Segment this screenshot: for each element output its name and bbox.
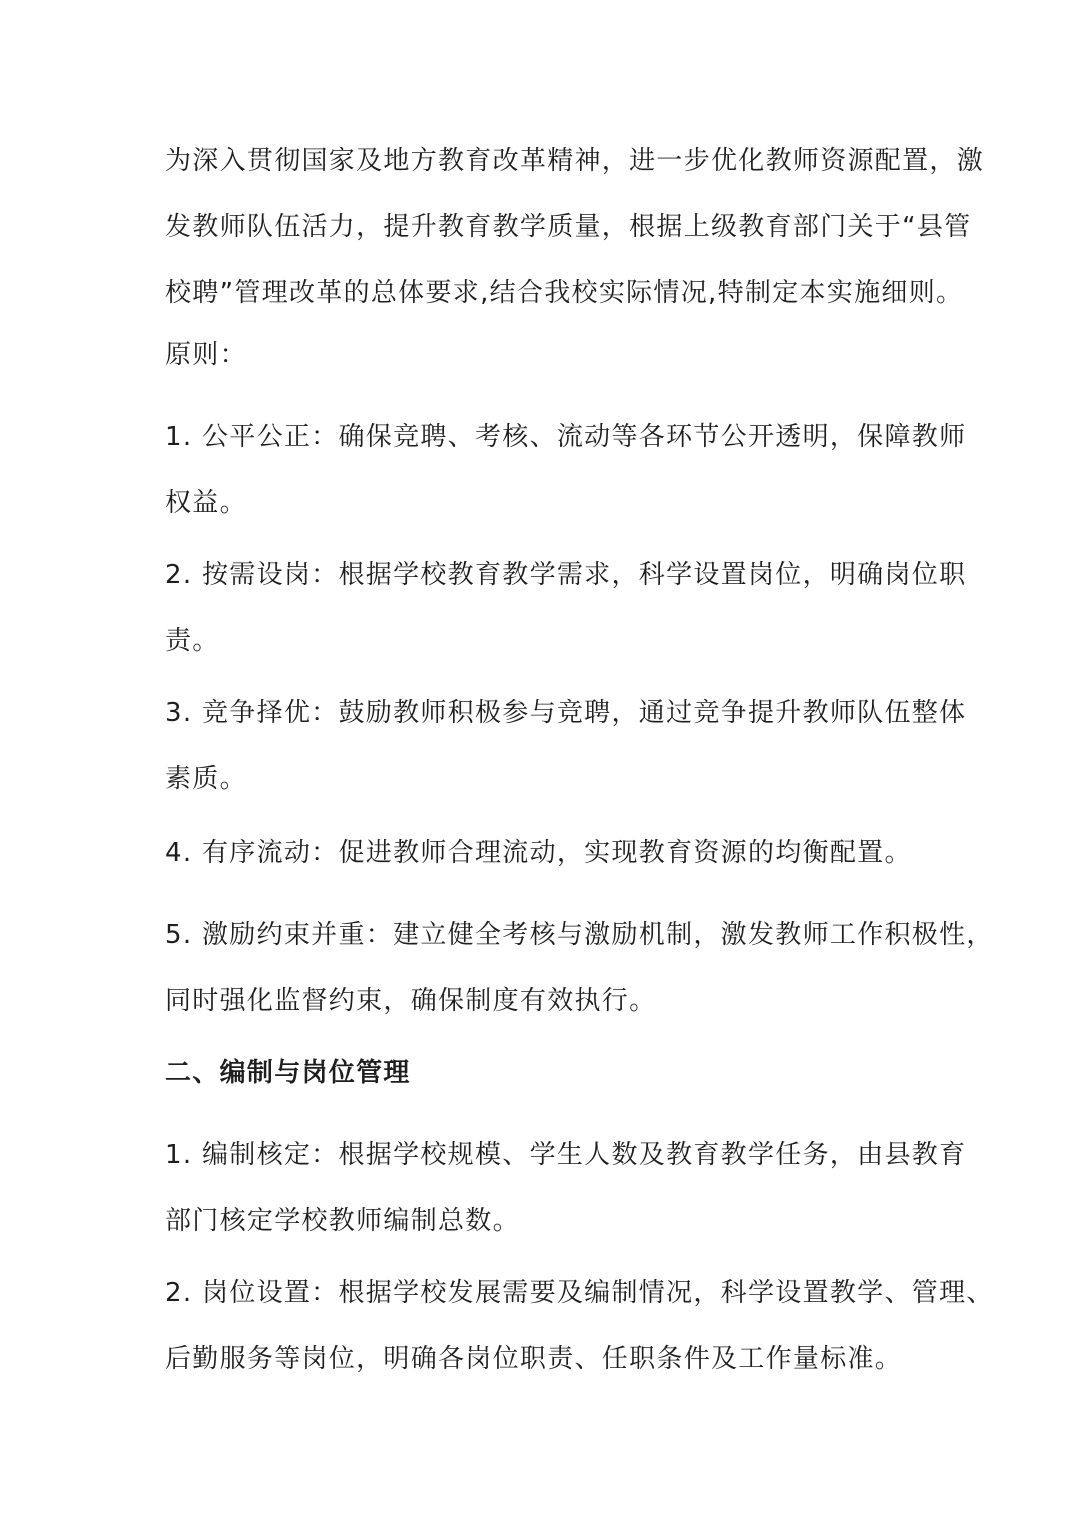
text-line: 发教师队伍活力，提升教育教学质量，根据上级教育部门关于“县管 xyxy=(165,212,972,242)
text-line: 2. 按需设岗：根据学校教育教学需求，科学设置岗位，明确岗位职 xyxy=(165,560,967,590)
text-line: 后勤服务等岗位，明确各岗位职责、任职条件及工作量标准。 xyxy=(165,1344,903,1374)
text-line: 校聘”管理改革的总体要求,结合我校实际情况,特制定本实施细则。 xyxy=(165,278,964,308)
principles-label xyxy=(165,322,925,388)
text-line: 为深入贯彻国家及地方教育改革精神，进一步优化教师资源配置，激 xyxy=(165,146,985,176)
section-item-2 xyxy=(165,1260,994,1392)
text-line: 素质。 xyxy=(165,764,247,794)
principle-item-4 xyxy=(165,820,925,886)
text-line: 部门核定学校教师编制总数。 xyxy=(165,1206,520,1236)
principle-item-5 xyxy=(165,902,994,1034)
text-line: 4. 有序流动：促进教师合理流动，实现教育资源的均衡配置。 xyxy=(165,838,912,868)
text-line: 3. 竞争择优：鼓励教师积极参与竞聘，通过竞争提升教师队伍整体 xyxy=(165,698,967,728)
principle-item-3 xyxy=(165,680,967,812)
text-line: 5. 激励约束并重：建立健全考核与激励机制，激发教师工作积极性， xyxy=(165,920,994,950)
text-line: 1. 编制核定：根据学校规模、学生人数及教育教学任务，由县教育 xyxy=(165,1140,967,1170)
text-line: 2. 岗位设置：根据学校发展需要及编制情况，科学设置教学、管理、 xyxy=(165,1278,994,1308)
text-line: 同时强化监督约束，确保制度有效执行。 xyxy=(165,986,657,1016)
section-item-1 xyxy=(165,1122,967,1254)
text-line: 二、编制与岗位管理 xyxy=(165,1058,411,1088)
text-line: 原则： xyxy=(165,340,247,370)
intro-paragraph xyxy=(165,128,985,326)
principle-item-2 xyxy=(165,542,967,674)
principle-item-1 xyxy=(165,404,967,536)
section-heading xyxy=(165,1040,925,1106)
text-line: 权益。 xyxy=(165,488,247,518)
text-line: 责。 xyxy=(165,626,220,656)
text-line: 1. 公平公正：确保竞聘、考核、流动等各环节公开透明，保障教师 xyxy=(165,422,967,452)
